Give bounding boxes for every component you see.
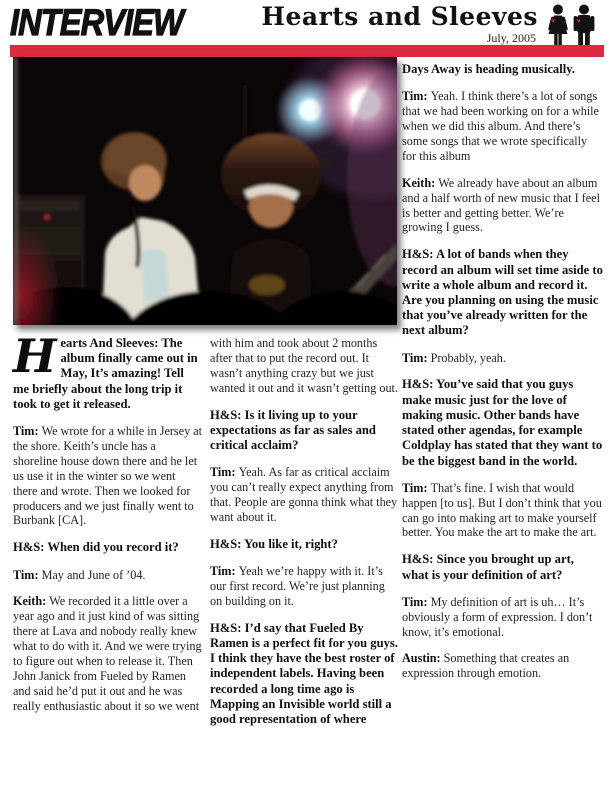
article-column-3 (402, 62, 603, 693)
speaker-label: Tim: (13, 424, 42, 439)
answer-paragraph: Keith: We recorded it a little over a year ago and it just kind of was sitting there at Lava and nobody really knew what to do with it. And we were trying to figure out when to release it. Then John Janick from Fueled by Ramen and said he’d put it out and he was really enthusiastic about it so we went (13, 594, 202, 713)
question-paragraph: H&S: I’d say that Fueled By Ramen is a perfect fit for you guys. I think they have the best roster of independent labels. Having been recorded a long time ago is Mapping an Invisible world still a good representation of where (210, 620, 398, 726)
dropcap-letter: H (13, 329, 57, 383)
speaker-label: Austin: (402, 651, 444, 666)
answer-paragraph: Tim: That’s fine. I wish that would happen [to us]. But I don’t think that you can go into making art to make yourself better. You make the art to make the art. (402, 480, 602, 540)
accent-divider-bar (10, 45, 604, 57)
man-and-woman-icon (544, 4, 600, 50)
answer-paragraph: Tim: We wrote for a while in Jersey at the shore. Keith’s uncle has a shoreline house down there and he let us use it in the winter so we went there and wrote. Then we looked for producers and we just finally went to Burbank [CA]. (13, 424, 203, 528)
question-paragraph: H&S: You like it, right? (210, 536, 338, 551)
issue-date: July, 2005 (486, 31, 536, 45)
answer-paragraph: Tim: My definition of art is uh… It’s obviously a form of expression. I don’t know, it’s emotional. (402, 594, 593, 639)
answer-paragraph: Tim: Yeah. As far as critical acclaim you can’t really expect anything from that. People are gonna think what they want about it. (210, 465, 398, 524)
answer-paragraph: Tim: Probably, yeah. (402, 350, 506, 365)
question-paragraph: Days Away is heading musically. (402, 62, 575, 76)
speaker-label: Tim: (402, 594, 431, 609)
article-column-2 (210, 336, 398, 739)
speaker-label: Tim: (402, 350, 431, 365)
question-paragraph: H&S: Is it living up to your expectations as far as sales and critical acclaim? (210, 407, 376, 453)
answer-paragraph: Tim: Yeah. I think there’s a lot of songs that we had been working on for a while when we did this album. And there’s some songs that we wrote specifically for this album (402, 89, 599, 163)
speaker-label: Tim: (13, 567, 42, 582)
answer-paragraph: Keith: We already have about an album and a half worth of new music that I feel is better and getting better. We’re growing I guess. (402, 175, 600, 235)
magazine-title: Hearts and Sleeves (261, 2, 538, 31)
heart-on-sleeve-icon: ♥ (551, 17, 556, 25)
speaker-label: Keith: (13, 594, 50, 609)
question-paragraph: H&S: Since you brought up art, what is your definition of art? (402, 552, 574, 582)
answer-paragraph: Tim: Yeah we’re happy with it. It’s our first record. We’re just planning on building on it. (210, 564, 385, 608)
answer-paragraph: Austin: Something that creates an expression through emotion. (402, 651, 570, 681)
speaker-label: Tim: (402, 89, 431, 104)
band-photo (13, 57, 397, 325)
heart-on-sleeve-icon: ♥ (576, 17, 581, 25)
article-column-1 (13, 329, 203, 726)
speaker-label: Tim: (210, 465, 239, 480)
question-paragraph: H&S: A lot of bands when they record an album will set time aside to write a whole album and record it. Are you planning on using the music that you’ve already written for the next album? (402, 247, 603, 338)
speaker-label: Tim: (402, 480, 431, 495)
magazine-titleblock (261, 4, 544, 46)
speaker-label: Keith: (402, 175, 439, 190)
masthead (261, 4, 600, 50)
answer-paragraph: with him and took about 2 months after that to put the record out. It wasn’t anything crazy but we just wanted it out and it wasn’t getting out. (210, 336, 398, 395)
speaker-label: Tim: (210, 564, 239, 579)
section-title: INTERVIEW (10, 2, 183, 43)
question-paragraph: H&S: When did you record it? (13, 540, 179, 555)
question-paragraph: H&S: You’ve said that you guys make music just for the love of making music. Other bands have stated other agendas, for example Coldplay has stated that they want to be the biggest band in the world. (402, 377, 603, 468)
question-paragraph: Hearts And Sleeves: The album finally came out in May, It’s amazing! Tell me briefly about the long trip it took to get it released. (13, 329, 198, 411)
answer-paragraph: Tim: May and June of ’04. (13, 567, 146, 582)
